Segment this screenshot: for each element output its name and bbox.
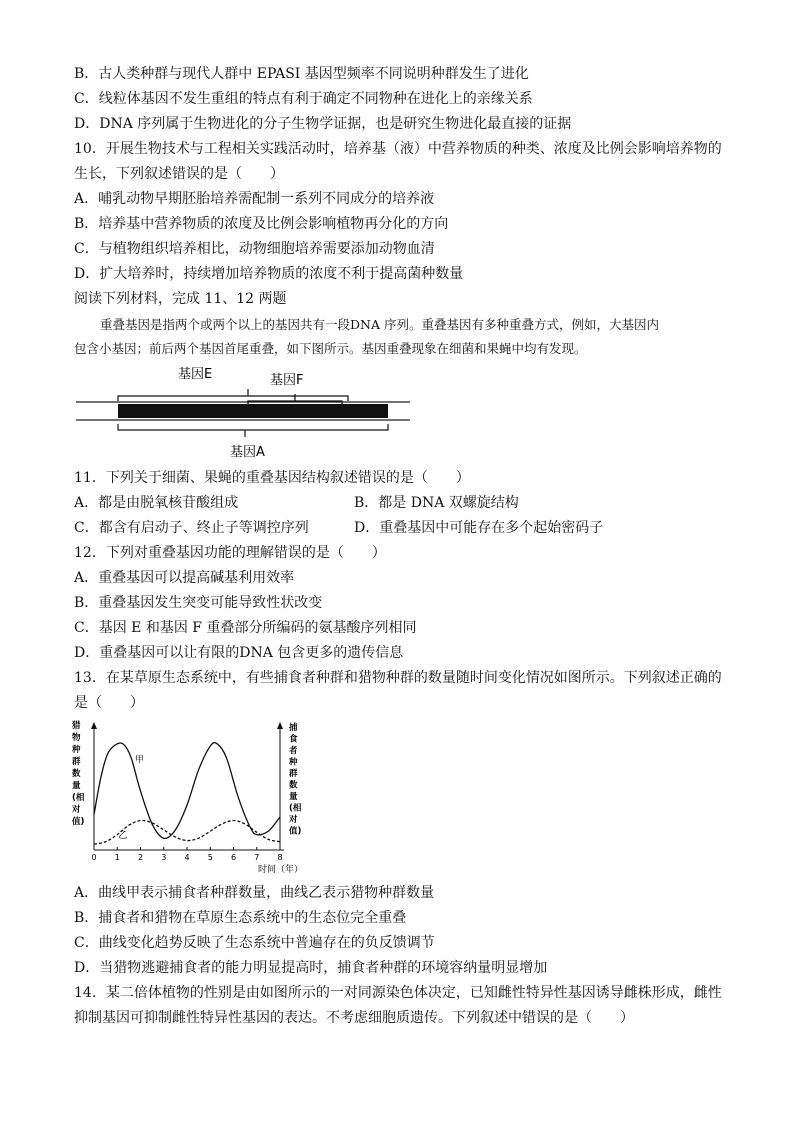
x-tick-label: 0 [91,853,97,862]
x-tick-label: 6 [231,853,237,862]
q14-stem-line2: 抑制基因可抑制雌性特异性基因的表达。不考虑细胞质遗传。下列叙述中错误的是（ ） [74,1010,634,1026]
y-axis-right-arrow-icon [277,722,283,729]
y-label-left-char: 对 [72,805,81,815]
q10-stem-line1: 10．开展生物技术与工程相关实践活动时，培养基（液）中营养物质的种类、浓度及比例会影响培养物的 [74,141,722,157]
q10-option-d: D．扩大培养时，持续增加培养物质的浓度不利于提高菌种数量 [74,266,464,282]
chart-series [94,743,280,845]
q14-stem-line1: 14．某二倍体植物的性别是由如图所示的一对同源染色体决定，已知雌性特异性基因诱导雌株形成，雌性 [74,985,722,1001]
y-label-left-char: 物 [72,733,81,743]
y-label-right-char: (相 [289,803,302,814]
q12-option-a: A．重叠基因可以提高碱基利用效率 [74,570,295,586]
series-label-jia: 甲 [134,755,144,766]
material-paragraph-line2: 包含小基因；前后两个基因首尾重叠，如下图所示。基因重叠现象在细菌和果蝇中均有发现。 [74,341,587,356]
q10-option-c: C．与植物组织培养相比，动物细胞培养需要添加动物血清 [74,241,435,257]
y-label-left-char: 量 [72,781,81,791]
y-label-right-char: 值) [289,826,302,837]
y-axis-label-left [71,720,85,827]
y-label-right-char: 量 [289,792,298,802]
q10-option-a: A．哺乳动物早期胚胎培养需配制一系列不同成分的培养液 [74,191,435,207]
x-tick-label: 2 [138,853,144,862]
y-label-right-char: 食 [289,734,298,745]
q9-option-c: C．线粒体基因不发生重组的特点有利于确定不同物种在进化上的亲缘关系 [74,91,533,107]
gene-e-label: 基因E [178,367,213,382]
y-label-left-char: 种 [72,745,81,755]
q11-option-b: B．都是 DNA 双螺旋结构 [354,495,519,511]
q12-option-d: D．重叠基因可以让有限的DNA 包含更多的遗传信息 [74,645,404,661]
q9-option-b: B．古人类种群与现代人群中 EPASI 基因型频率不同说明种群发生了进化 [74,66,529,82]
material-paragraph-line1: 重叠基因是指两个或两个以上的基因共有一段DNA 序列。重叠基因有多种重叠方式，例如，大基因内 [100,317,659,332]
x-axis-ticks [92,847,283,862]
q11-stem: 11．下列关于细菌、果蝇的重叠基因结构叙述错误的是（ ） [74,470,470,486]
y-label-right-char: 捕 [289,723,298,733]
q12-option-b: B．重叠基因发生突变可能导致性状改变 [74,595,323,611]
y-label-left-char: 猎 [72,721,81,731]
gene-a-label: 基因A [230,445,265,460]
y-label-right-char: 数 [289,780,298,791]
q13-option-b: B．捕食者和猎物在草原生态系统中的生态位完全重叠 [74,910,407,926]
gene-f-label: 基因F [270,373,304,388]
q13-option-a: A．曲线甲表示捕食者种群数量，曲线乙表示猎物种群数量 [74,885,435,901]
series-label-yi: 乙 [118,831,128,842]
q12-option-c: C．基因 E 和基因 F 重叠部分所编码的氨基酸序列相同 [74,620,417,636]
x-tick-label: 3 [161,853,167,862]
x-tick-label: 8 [277,853,283,862]
x-axis-label: 时间（年） [258,865,304,875]
q13-stem-line1: 13．在某草原生态系统中，有些捕食者种群和猎物种群的数量随时间变化情况如图所示。下列叙述正确的 [74,670,722,686]
y-label-right-char: 种 [289,757,298,768]
y-axis-left-arrow-icon [91,722,97,729]
q9-option-d: D．DNA 序列属于生物进化的分子生物学证据，也是研究生物进化最直接的证据 [74,116,572,132]
q11-option-d: D．重叠基因中可能存在多个起始密码子 [354,520,604,536]
x-tick-label: 5 [207,853,213,862]
x-tick-label: 1 [114,853,120,862]
y-label-right-char: 对 [289,815,298,825]
population-chart [70,716,330,876]
q10-stem-line2: 生长，下列叙述错误的是（ ） [74,166,284,182]
q11-option-c: C．都含有启动子、终止子等调控序列 [74,520,309,536]
material-intro: 阅读下列材料，完成 11、12 两题 [74,291,287,307]
x-tick-label: 7 [254,853,260,862]
q12-stem: 12．下列对重叠基因功能的理解错误的是（ ） [74,545,386,561]
y-label-right-char: 群 [289,769,298,779]
y-label-left-char: 数 [72,769,81,779]
y-axis-label-right [288,722,302,837]
y-label-left-char: 群 [72,757,81,767]
gene-overlap-diagram [70,360,415,460]
y-label-left-char: (相 [72,793,85,803]
q13-option-c: C．曲线变化趋势反映了生态系统中普遍存在的负反馈调节 [74,935,435,951]
x-tick-label: 4 [184,853,190,862]
q13-stem-line2: 是（ ） [74,695,144,711]
q10-option-b: B．培养基中营养物质的浓度及比例会影响植物再分化的方向 [74,216,449,232]
q13-option-d: D．当猎物逃避捕食者的能力明显提高时，捕食者种群的环境容纳量明显增加 [74,960,548,976]
y-label-left-char: 值) [72,817,85,827]
q11-option-a: A．都是由脱氧核苷酸组成 [74,495,239,511]
y-label-right-char: 者 [289,746,298,756]
series-line-jia [94,743,280,842]
